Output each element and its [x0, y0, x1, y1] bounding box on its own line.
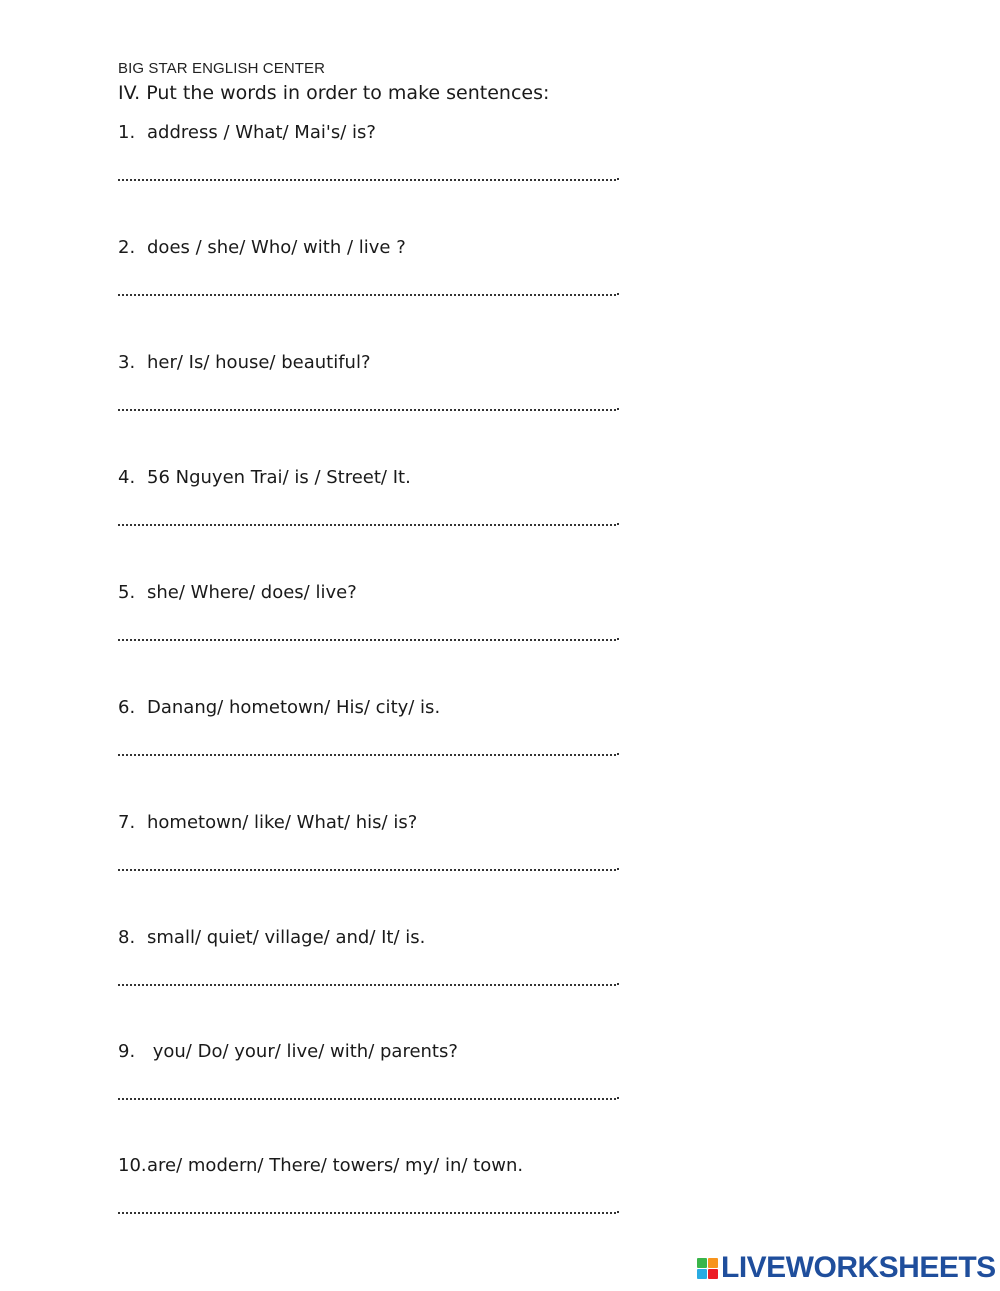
question-text	[118, 122, 618, 143]
question-item	[118, 927, 618, 948]
question-text	[118, 812, 618, 833]
answer-input[interactable]	[118, 1212, 616, 1214]
question-number: 10.	[118, 1155, 147, 1176]
question-text	[118, 927, 618, 948]
question-text	[118, 697, 618, 718]
question-text	[118, 1041, 618, 1062]
answer-input[interactable]	[118, 294, 616, 296]
question-words: 56 Nguyen Trai/ is / Street/ It.	[147, 467, 411, 488]
question-number: 6.	[118, 697, 136, 718]
question-item	[118, 1155, 618, 1176]
question-item	[118, 812, 618, 833]
liveworksheets-blocks-icon	[697, 1258, 718, 1279]
question-words: you/ Do/ your/ live/ with/ parents?	[147, 1041, 458, 1062]
answer-input[interactable]	[118, 524, 616, 526]
logo-block	[708, 1258, 718, 1268]
question-words: address / What/ Mai's/ is?	[147, 122, 376, 143]
question-text	[118, 352, 618, 373]
question-item	[118, 467, 618, 488]
question-number: 8.	[118, 927, 136, 948]
logo-block	[697, 1269, 707, 1279]
answer-input[interactable]	[118, 639, 616, 641]
question-words: hometown/ like/ What/ his/ is?	[147, 812, 418, 833]
question-text	[118, 237, 618, 258]
question-item	[118, 1041, 618, 1062]
question-number: 1.	[118, 122, 136, 143]
answer-input[interactable]	[118, 754, 616, 756]
question-words: her/ Is/ house/ beautiful?	[147, 352, 371, 373]
answer-input[interactable]	[118, 409, 616, 411]
question-number: 5.	[118, 582, 136, 603]
answer-input[interactable]	[118, 869, 616, 871]
question-text	[118, 582, 618, 603]
answer-input[interactable]	[118, 179, 616, 181]
question-item	[118, 237, 618, 258]
question-item	[118, 352, 618, 373]
question-text	[118, 1155, 618, 1176]
center-name: BIG STAR ENGLISH CENTER	[118, 60, 326, 77]
question-item	[118, 582, 618, 603]
question-item	[118, 122, 618, 143]
question-words: are/ modern/ There/ towers/ my/ in/ town.	[147, 1155, 524, 1176]
question-number: 9.	[118, 1041, 136, 1062]
answer-input[interactable]	[118, 984, 616, 986]
question-number: 7.	[118, 812, 136, 833]
logo-block	[708, 1269, 718, 1279]
question-text	[118, 467, 618, 488]
question-words: Danang/ hometown/ His/ city/ is.	[147, 697, 441, 718]
exercise-instruction: IV. Put the words in order to make sentences:	[118, 82, 550, 104]
question-item	[118, 697, 618, 718]
answer-input[interactable]	[118, 1098, 616, 1100]
liveworksheets-logo[interactable]	[697, 1253, 996, 1283]
question-words: small/ quiet/ village/ and/ It/ is.	[147, 927, 426, 948]
question-words: does / she/ Who/ with / live ?	[147, 237, 406, 258]
question-words: she/ Where/ does/ live?	[147, 582, 357, 603]
question-number: 3.	[118, 352, 136, 373]
question-number: 4.	[118, 467, 136, 488]
question-number: 2.	[118, 237, 136, 258]
logo-block	[697, 1258, 707, 1268]
logo-text: LIVEWORKSHEETS	[721, 1251, 996, 1284]
